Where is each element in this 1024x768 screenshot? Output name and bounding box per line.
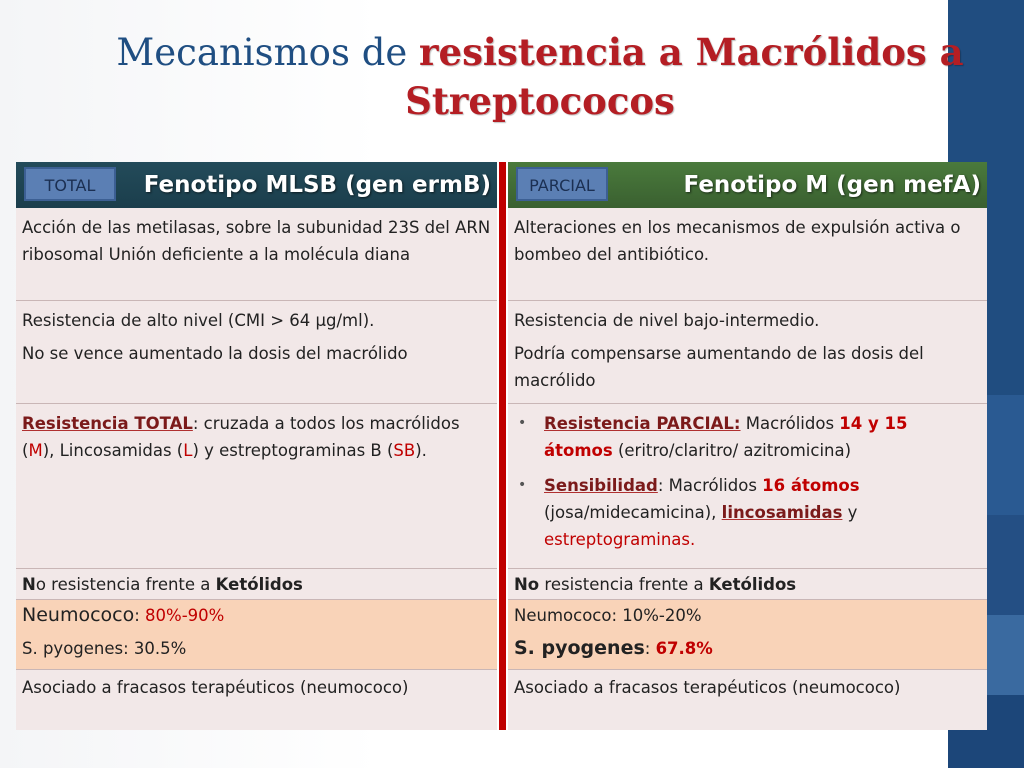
text-span: N bbox=[22, 575, 36, 594]
therapeutic-failure-text: Asociado a fracasos terapéuticos (neumococo) bbox=[22, 678, 409, 697]
text-span: : Macrólidos bbox=[657, 476, 763, 495]
text-span: ) y estreptograminas B ( bbox=[192, 441, 394, 460]
text-span: y bbox=[842, 503, 858, 522]
cell-therapeutic-failure bbox=[16, 670, 497, 730]
text-span: : bbox=[134, 606, 146, 625]
cell-mechanism bbox=[16, 208, 497, 301]
text-span: Macrólidos bbox=[740, 414, 840, 433]
ketolides-label: Ketólidos bbox=[215, 575, 303, 594]
comparison-table bbox=[16, 162, 987, 730]
cell-prevalence bbox=[16, 600, 497, 670]
text-span: 16 átomos bbox=[762, 476, 860, 495]
header-title-m: Fenotipo M (gen mefA) bbox=[683, 172, 981, 198]
tag-parcial: PARCIAL bbox=[516, 167, 608, 201]
list-item bbox=[544, 410, 981, 464]
cell-resistance-type bbox=[508, 404, 987, 569]
text-span: 14 y 15 átomos bbox=[544, 414, 908, 460]
prevalence-pyogenes: S. pyogenes: 30.5% bbox=[22, 639, 187, 658]
abbr-sb: SB bbox=[393, 441, 416, 460]
prevalence-value: 80%-90% bbox=[145, 606, 225, 625]
text-span: ). bbox=[415, 441, 427, 460]
lincosamides-label: lincosamidas bbox=[721, 503, 843, 522]
text-span: : bbox=[644, 639, 656, 658]
prevalence-pneumococcus: Neumococo: 10%-20% bbox=[514, 606, 702, 625]
prevalence-pyogenes bbox=[514, 635, 981, 662]
column-header-m bbox=[508, 162, 987, 208]
abbr-l: L bbox=[183, 441, 193, 460]
text-span: estreptograminas. bbox=[544, 530, 696, 549]
list-item bbox=[544, 472, 981, 553]
header-title-mlsb: Fenotipo MLSB (gen ermB) bbox=[143, 172, 491, 198]
prevalence-pneumococcus bbox=[22, 602, 491, 629]
cell-resistance-level bbox=[508, 301, 987, 404]
text-span: (eritro/claritro/ azitromicina) bbox=[612, 441, 852, 460]
resistance-dose-line: Podría compensarse aumentando de las dosis del macrólido bbox=[514, 344, 924, 390]
cell-ketolides bbox=[16, 569, 497, 600]
tag-total: TOTAL bbox=[24, 167, 116, 201]
text-span: : cruzada a todos los macrólidos ( bbox=[22, 414, 460, 460]
cell-prevalence bbox=[508, 600, 987, 670]
resistance-level-line: Resistencia de alto nivel (CMI > 64 µg/ml). bbox=[22, 311, 375, 330]
mechanism-text: Alteraciones en los mecanismos de expulsión activa o bombeo del antibiótico. bbox=[514, 218, 961, 264]
slide-title bbox=[100, 28, 980, 126]
sensitivity-label: Sensibilidad bbox=[544, 476, 658, 495]
text-span: No bbox=[514, 575, 540, 594]
ketolides-label: Ketólidos bbox=[708, 575, 797, 594]
cell-resistance-type bbox=[16, 404, 497, 569]
resistance-total-label: Resistencia TOTAL bbox=[22, 414, 193, 433]
cell-therapeutic-failure bbox=[508, 670, 987, 730]
column-divider bbox=[499, 162, 506, 730]
prevalence-value: 67.8% bbox=[655, 639, 713, 658]
therapeutic-failure-text: Asociado a fracasos terapéuticos (neumococo) bbox=[514, 678, 901, 697]
title-part-plain: Mecanismos de bbox=[116, 31, 420, 74]
mechanism-text: Acción de las metilasas, sobre la subunidad 23S del ARN ribosomal Unión deficiente a la molécula diana bbox=[22, 218, 491, 264]
text-span: Neumococo bbox=[22, 604, 135, 626]
text-span: (josa/midecamicina), bbox=[544, 503, 722, 522]
cell-ketolides bbox=[508, 569, 987, 600]
cell-mechanism bbox=[508, 208, 987, 301]
text-span: S. pyogenes bbox=[514, 637, 645, 659]
resistance-dose-line: No se vence aumentado la dosis del macrólido bbox=[22, 344, 408, 363]
resistance-partial-label: Resistencia PARCIAL: bbox=[544, 414, 741, 433]
cell-resistance-level bbox=[16, 301, 497, 404]
title-part-highlight: resistencia a Macrólidos a Streptococos bbox=[405, 30, 964, 123]
bullet-list bbox=[514, 410, 981, 553]
text-span: resistencia frente a bbox=[539, 575, 709, 594]
text-span: ), Lincosamidas ( bbox=[42, 441, 184, 460]
abbr-m: M bbox=[28, 441, 43, 460]
resistance-level-line: Resistencia de nivel bajo-intermedio. bbox=[514, 311, 820, 330]
column-header-mlsb bbox=[16, 162, 497, 208]
text-span: o resistencia frente a bbox=[35, 575, 216, 594]
